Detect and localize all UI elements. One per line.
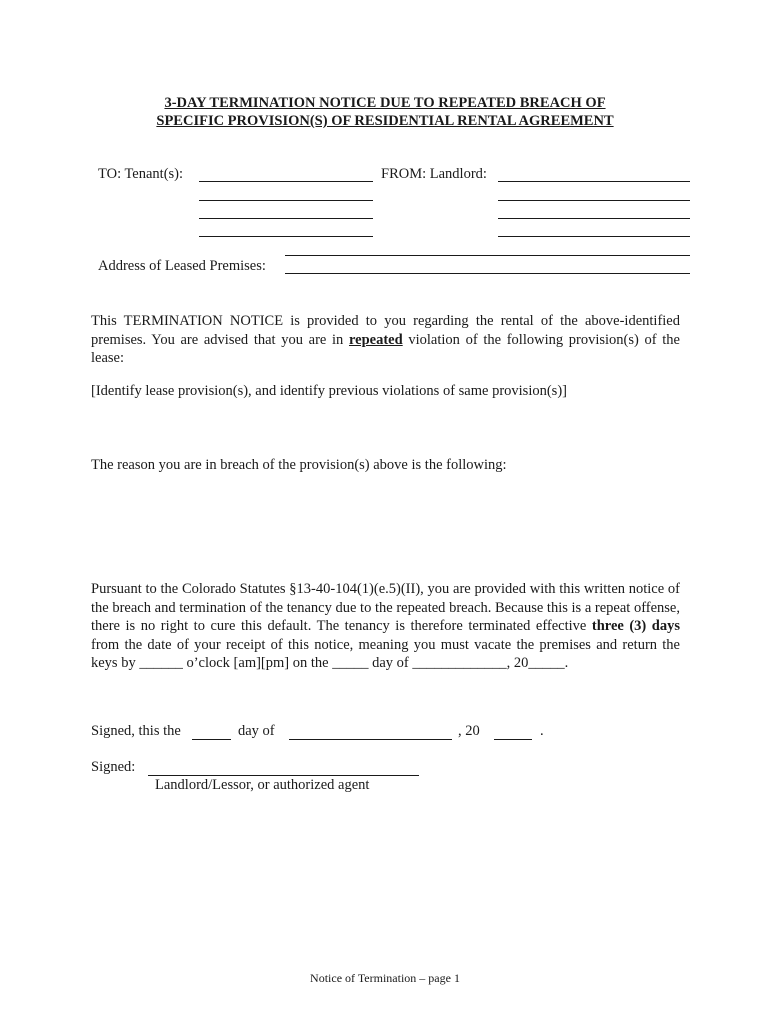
tenant-name-line-2[interactable] (199, 200, 373, 201)
address-line[interactable] (285, 273, 690, 274)
signed-label: Signed: (91, 759, 136, 775)
signed-day-blank[interactable] (192, 739, 231, 740)
notice-paragraph-1 (91, 312, 680, 368)
signed-this-label: Signed, this the (91, 723, 181, 739)
year-prefix-label: , 20 (458, 723, 480, 739)
notice-paragraph-3-text-b: from the date of your receipt of this notice, meaning you must vacate the premises and return the keys by ______ o’clock [am][pm] on the _____ day of _____________, 20_____. (91, 636, 680, 671)
notice-paragraph-1-text-b: violation of the following provision(s) of the lease: (91, 331, 680, 366)
landlord-name-line-2[interactable] (498, 200, 690, 201)
document-title-line-2: SPECIFIC PROVISION(S) OF RESIDENTIAL RENTAL AGREEMENT (156, 113, 614, 129)
day-of-label: day of (238, 723, 275, 739)
landlord-name-line-3[interactable] (498, 218, 690, 219)
signer-caption: Landlord/Lessor, or authorized agent (155, 777, 370, 793)
notice-paragraph-3 (91, 580, 680, 673)
page-footer: Notice of Termination – page 1 (310, 971, 460, 985)
signed-year-blank[interactable] (494, 739, 532, 740)
identify-provisions-text: [Identify lease provision(s), and identify previous violations of same provision(s)] (91, 383, 567, 399)
three-days-emphasis: three (3) days (591, 618, 680, 634)
breach-reason-text: The reason you are in breach of the provision(s) above is the following: (91, 457, 507, 473)
address-line-upper[interactable] (285, 255, 690, 256)
to-tenant-label: TO: Tenant(s): (98, 166, 184, 182)
landlord-name-line-4[interactable] (498, 236, 690, 237)
tenant-name-line-1[interactable] (199, 181, 373, 182)
repeated-emphasis: repeated (348, 331, 403, 348)
notice-paragraph-1-text-a: This TERMINATION NOTICE is provided to you regarding the rental of the above-identified premises. You are advised that you are in (91, 313, 680, 348)
document-title-line-1: 3-DAY TERMINATION NOTICE DUE TO REPEATED BREACH OF (164, 95, 606, 111)
address-label: Address of Leased Premises: (98, 258, 266, 274)
notice-paragraph-3-text-a: Pursuant to the Colorado Statutes §13-40-104(1)(e.5)(II), you are provided with this written notice of the breach and termination of the tenancy due to the repeated breach. Because this is a repeat offense, there is no right to cure this default. The tenancy is therefore terminated effective (91, 581, 680, 634)
tenant-name-line-3[interactable] (199, 218, 373, 219)
landlord-name-line-1[interactable] (498, 181, 690, 182)
signed-month-blank[interactable] (289, 739, 452, 740)
tenant-name-line-4[interactable] (199, 236, 373, 237)
signature-line[interactable] (148, 775, 419, 776)
date-period: . (540, 723, 544, 739)
from-landlord-label: FROM: Landlord: (381, 166, 487, 182)
